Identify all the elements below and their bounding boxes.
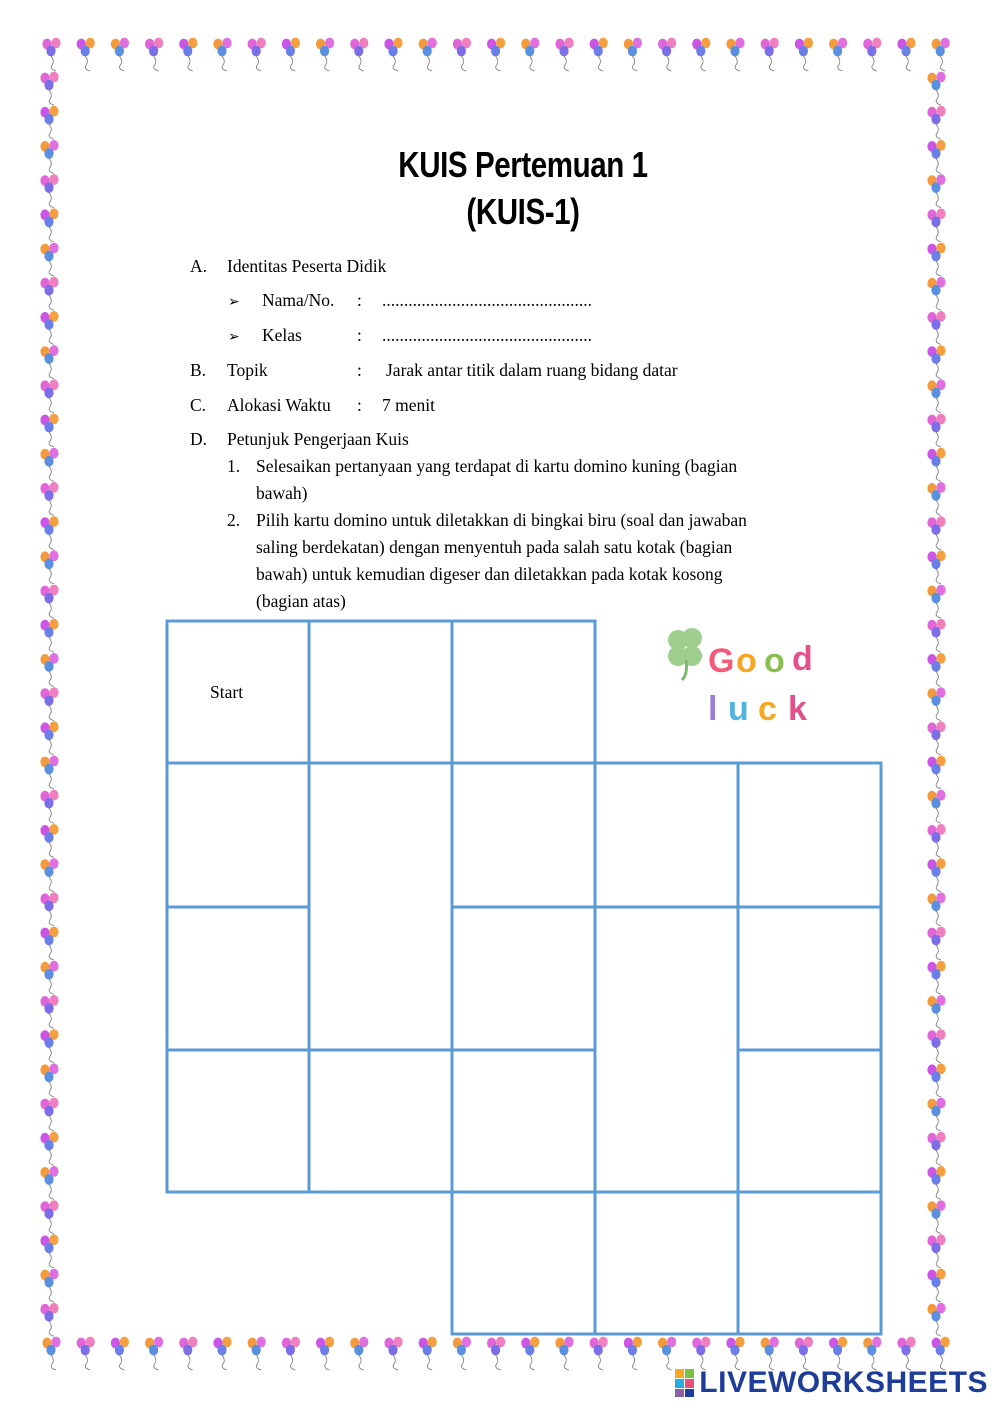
instruction-1-line1: Selesaikan pertanyaan yang terdapat di kartu domino kuning (bagian <box>256 456 738 476</box>
class-label: Kelas <box>262 325 302 345</box>
time-value: 7 menit <box>382 395 435 415</box>
good-letter: o <box>764 642 785 680</box>
drop-slot[interactable] <box>452 1192 595 1334</box>
brand-name: LIVEWORKSHEETS <box>699 1366 988 1399</box>
start-label: Start <box>210 682 244 702</box>
name-colon: : <box>357 290 362 310</box>
instruction-2-line1: Pilih kartu domino untuk diletakkan di bingkai biru (soal dan jawaban <box>256 510 747 530</box>
section-c-letter: C. <box>190 395 207 415</box>
section-a-letter: A. <box>190 256 208 276</box>
drop-slot[interactable] <box>738 763 881 907</box>
drop-slot[interactable] <box>452 763 595 907</box>
drop-slot[interactable] <box>309 763 452 1050</box>
drop-slot[interactable] <box>738 1050 881 1192</box>
drop-slot[interactable] <box>309 621 452 763</box>
drop-slot[interactable] <box>452 621 595 763</box>
liveworksheets-logo <box>675 1366 988 1400</box>
name-label: Nama/No. <box>262 290 335 310</box>
drop-slot[interactable] <box>309 1050 452 1192</box>
clover-icon <box>668 628 702 680</box>
bullet-arrow-icon: ➢ <box>228 329 240 345</box>
drop-slot[interactable] <box>595 763 738 907</box>
section-c-label: Alokasi Waktu <box>227 395 331 415</box>
section-d-letter: D. <box>190 429 208 449</box>
instruction-2-line4: (bagian atas) <box>256 591 346 611</box>
instruction-2-num: 2. <box>227 510 241 530</box>
section-d-label: Petunjuk Pengerjaan Kuis <box>227 429 409 449</box>
drop-slot[interactable] <box>452 1050 595 1192</box>
class-colon: : <box>357 325 362 345</box>
drop-slot[interactable] <box>167 763 309 907</box>
drop-slot[interactable] <box>167 1050 309 1192</box>
instruction-1-num: 1. <box>227 456 241 476</box>
section-b-label: Topik <box>227 360 268 380</box>
section-b-colon: : <box>357 360 362 380</box>
good-letter: G <box>708 642 735 680</box>
liveworksheets-logo-icon <box>675 1368 695 1398</box>
luck-letter: c <box>758 690 777 728</box>
drop-slot[interactable] <box>167 907 309 1050</box>
good-letter: d <box>792 640 813 678</box>
topic-value: Jarak antar titik dalam ruang bidang datar <box>386 360 678 380</box>
instruction-1-line2: bawah) <box>256 483 308 503</box>
drop-slot[interactable] <box>738 1192 881 1334</box>
good-luck-sticker <box>664 624 834 728</box>
luck-letter: k <box>788 690 807 728</box>
drop-slot[interactable] <box>595 1192 738 1334</box>
instruction-2-line3: bawah) untuk kemudian digeser dan diletakkan pada kotak kosong <box>256 564 723 584</box>
instruction-2-line2: saling berdekatan) dengan menyentuh pada salah satu kotak (bagian <box>256 537 733 557</box>
luck-letter: u <box>728 690 749 728</box>
drop-slot[interactable] <box>738 907 881 1050</box>
section-b-letter: B. <box>190 360 207 380</box>
luck-letter: l <box>708 690 718 728</box>
section-c-colon: : <box>357 395 362 415</box>
good-letter: o <box>736 642 757 680</box>
bullet-arrow-icon: ➢ <box>228 294 240 310</box>
name-field[interactable]: ................................................ <box>382 290 592 310</box>
page-title: KUIS Pertemuan 1 <box>398 144 648 185</box>
page-subtitle: (KUIS-1) <box>466 191 580 232</box>
class-field[interactable]: ................................................ <box>382 325 592 345</box>
drop-slot[interactable] <box>595 907 738 1192</box>
section-a-label: Identitas Peserta Didik <box>227 256 387 276</box>
